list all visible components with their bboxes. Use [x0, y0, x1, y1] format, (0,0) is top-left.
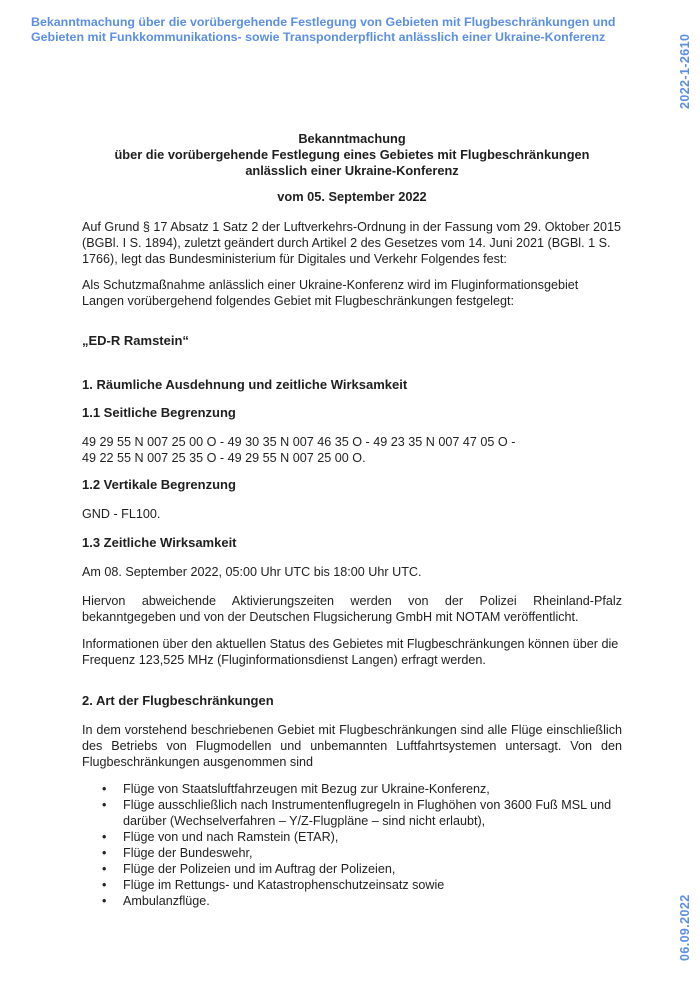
coordinates-line-2: 49 22 55 N 007 25 35 O - 49 29 55 N 007 25 00 O. [82, 451, 366, 465]
bullet-icon: • [102, 862, 107, 876]
list-item [82, 861, 622, 877]
header-line-3: anlässlich einer Ukraine-Konferenz [245, 163, 459, 178]
intro-legal-basis: Auf Grund § 17 Absatz 1 Satz 2 der Luftverkehrs-Ordnung in der Fassung vom 29. Oktober 2015 (BGBl. I S. 1894), zuletzt geändert durch Artikel 2 des Gesetzes vom 14. Juni 2021 (BGBl. 1 S. 1766), legt das Bundesministerium für Digitales und Verkehr Folgendes fest: [82, 220, 622, 266]
document-header [82, 131, 622, 179]
lateral-boundary-coordinates [82, 434, 622, 466]
section-1-3-title: 1.3 Zeitliche Wirksamkeit [82, 535, 237, 550]
bullet-icon: • [102, 894, 107, 908]
area-name: „ED-R Ramstein“ [82, 333, 189, 348]
bullet-icon: • [102, 830, 107, 844]
vertical-boundary-text: GND - FL100. [82, 507, 161, 521]
intro-measure: Als Schutzmaßnahme anlässlich einer Ukraine-Konferenz wird im Fluginformationsgebiet Langen vorübergehend folgendes Gebiet mit Flugbeschränkungen festgelegt: [82, 278, 579, 308]
list-item [82, 797, 622, 829]
status-information-text: Informationen über den aktuellen Status des Gebietes mit Flugbeschränkungen können über die Frequenz 123,525 MHz (Fluginformationsdienst Langen) erfragt werden. [82, 637, 619, 667]
temporal-validity-text: Am 08. September 2022, 05:00 Uhr UTC bis 18:00 Uhr UTC. [82, 565, 422, 579]
list-item [82, 781, 622, 797]
exception-text: Flüge ausschließlich nach Instrumentenflugregeln in Flughöhen von 3600 Fuß MSL und darüber (Wechselverfahren – Y/Z-Flugpläne – sind nicht erlaubt), [123, 798, 612, 828]
document-banner-title: Bekanntmachung über die vorübergehende Festlegung von Gebieten mit Flugbeschränkungen und Gebieten mit Funkkommunikations- sowie Transponderpflicht anlässlich einer Ukraine-Konferenz [31, 15, 616, 44]
list-item [82, 877, 622, 893]
header-line-2: über die vorübergehende Festlegung eines Gebietes mit Flugbeschränkungen [114, 147, 590, 162]
list-item [82, 845, 622, 861]
header-line-1: Bekanntmachung [298, 131, 406, 146]
section-1-title: 1. Räumliche Ausdehnung und zeitliche Wirksamkeit [82, 377, 408, 392]
bullet-icon: • [102, 782, 107, 796]
exceptions-list [82, 781, 622, 909]
section-1-1-title: 1.1 Seitliche Begrenzung [82, 405, 236, 420]
document-id-label: 2022-1-2610 [678, 33, 692, 109]
section-2-title: 2. Art der Flugbeschränkungen [82, 693, 274, 708]
bullet-icon: • [102, 798, 107, 812]
section-1-2-title: 1.2 Vertikale Begrenzung [82, 477, 236, 492]
coordinates-line-1: 49 29 55 N 007 25 00 O - 49 30 35 N 007 46 35 O - 49 23 35 N 007 47 05 O - [82, 435, 516, 449]
bullet-icon: • [102, 878, 107, 892]
header-date: vom 05. September 2022 [277, 189, 427, 204]
restrictions-text: In dem vorstehend beschriebenen Gebiet mit Flugbeschränkungen sind alle Flüge einschließlich des Betriebs von Flugmodellen und unbemannten Luftfahrtsystemen untersagt. Von den Flugbeschränkungen ausgenommen sind [82, 723, 622, 769]
list-item [82, 893, 622, 909]
exception-text: Flüge von Staatsluftfahrzeugen mit Bezug zur Ukraine-Konferenz, [123, 782, 490, 796]
exception-text: Ambulanzflüge. [123, 894, 210, 908]
exception-text: Flüge im Rettungs- und Katastrophenschutzeinsatz sowie [123, 878, 445, 892]
activation-deviation-text: Hiervon abweichende Aktivierungszeiten werden von der Polizei Rheinland-Pfalz bekanntgegeben und von der Deutschen Flugsicherung GmbH mit NOTAM veröffentlicht. [82, 594, 622, 624]
exception-text: Flüge der Polizeien und im Auftrag der Polizeien, [123, 862, 396, 876]
document-date-label: 06.09.2022 [678, 894, 692, 962]
exception-text: Flüge der Bundeswehr, [123, 846, 253, 860]
list-item [82, 829, 622, 845]
bullet-icon: • [102, 846, 107, 860]
exception-text: Flüge von und nach Ramstein (ETAR), [123, 830, 339, 844]
